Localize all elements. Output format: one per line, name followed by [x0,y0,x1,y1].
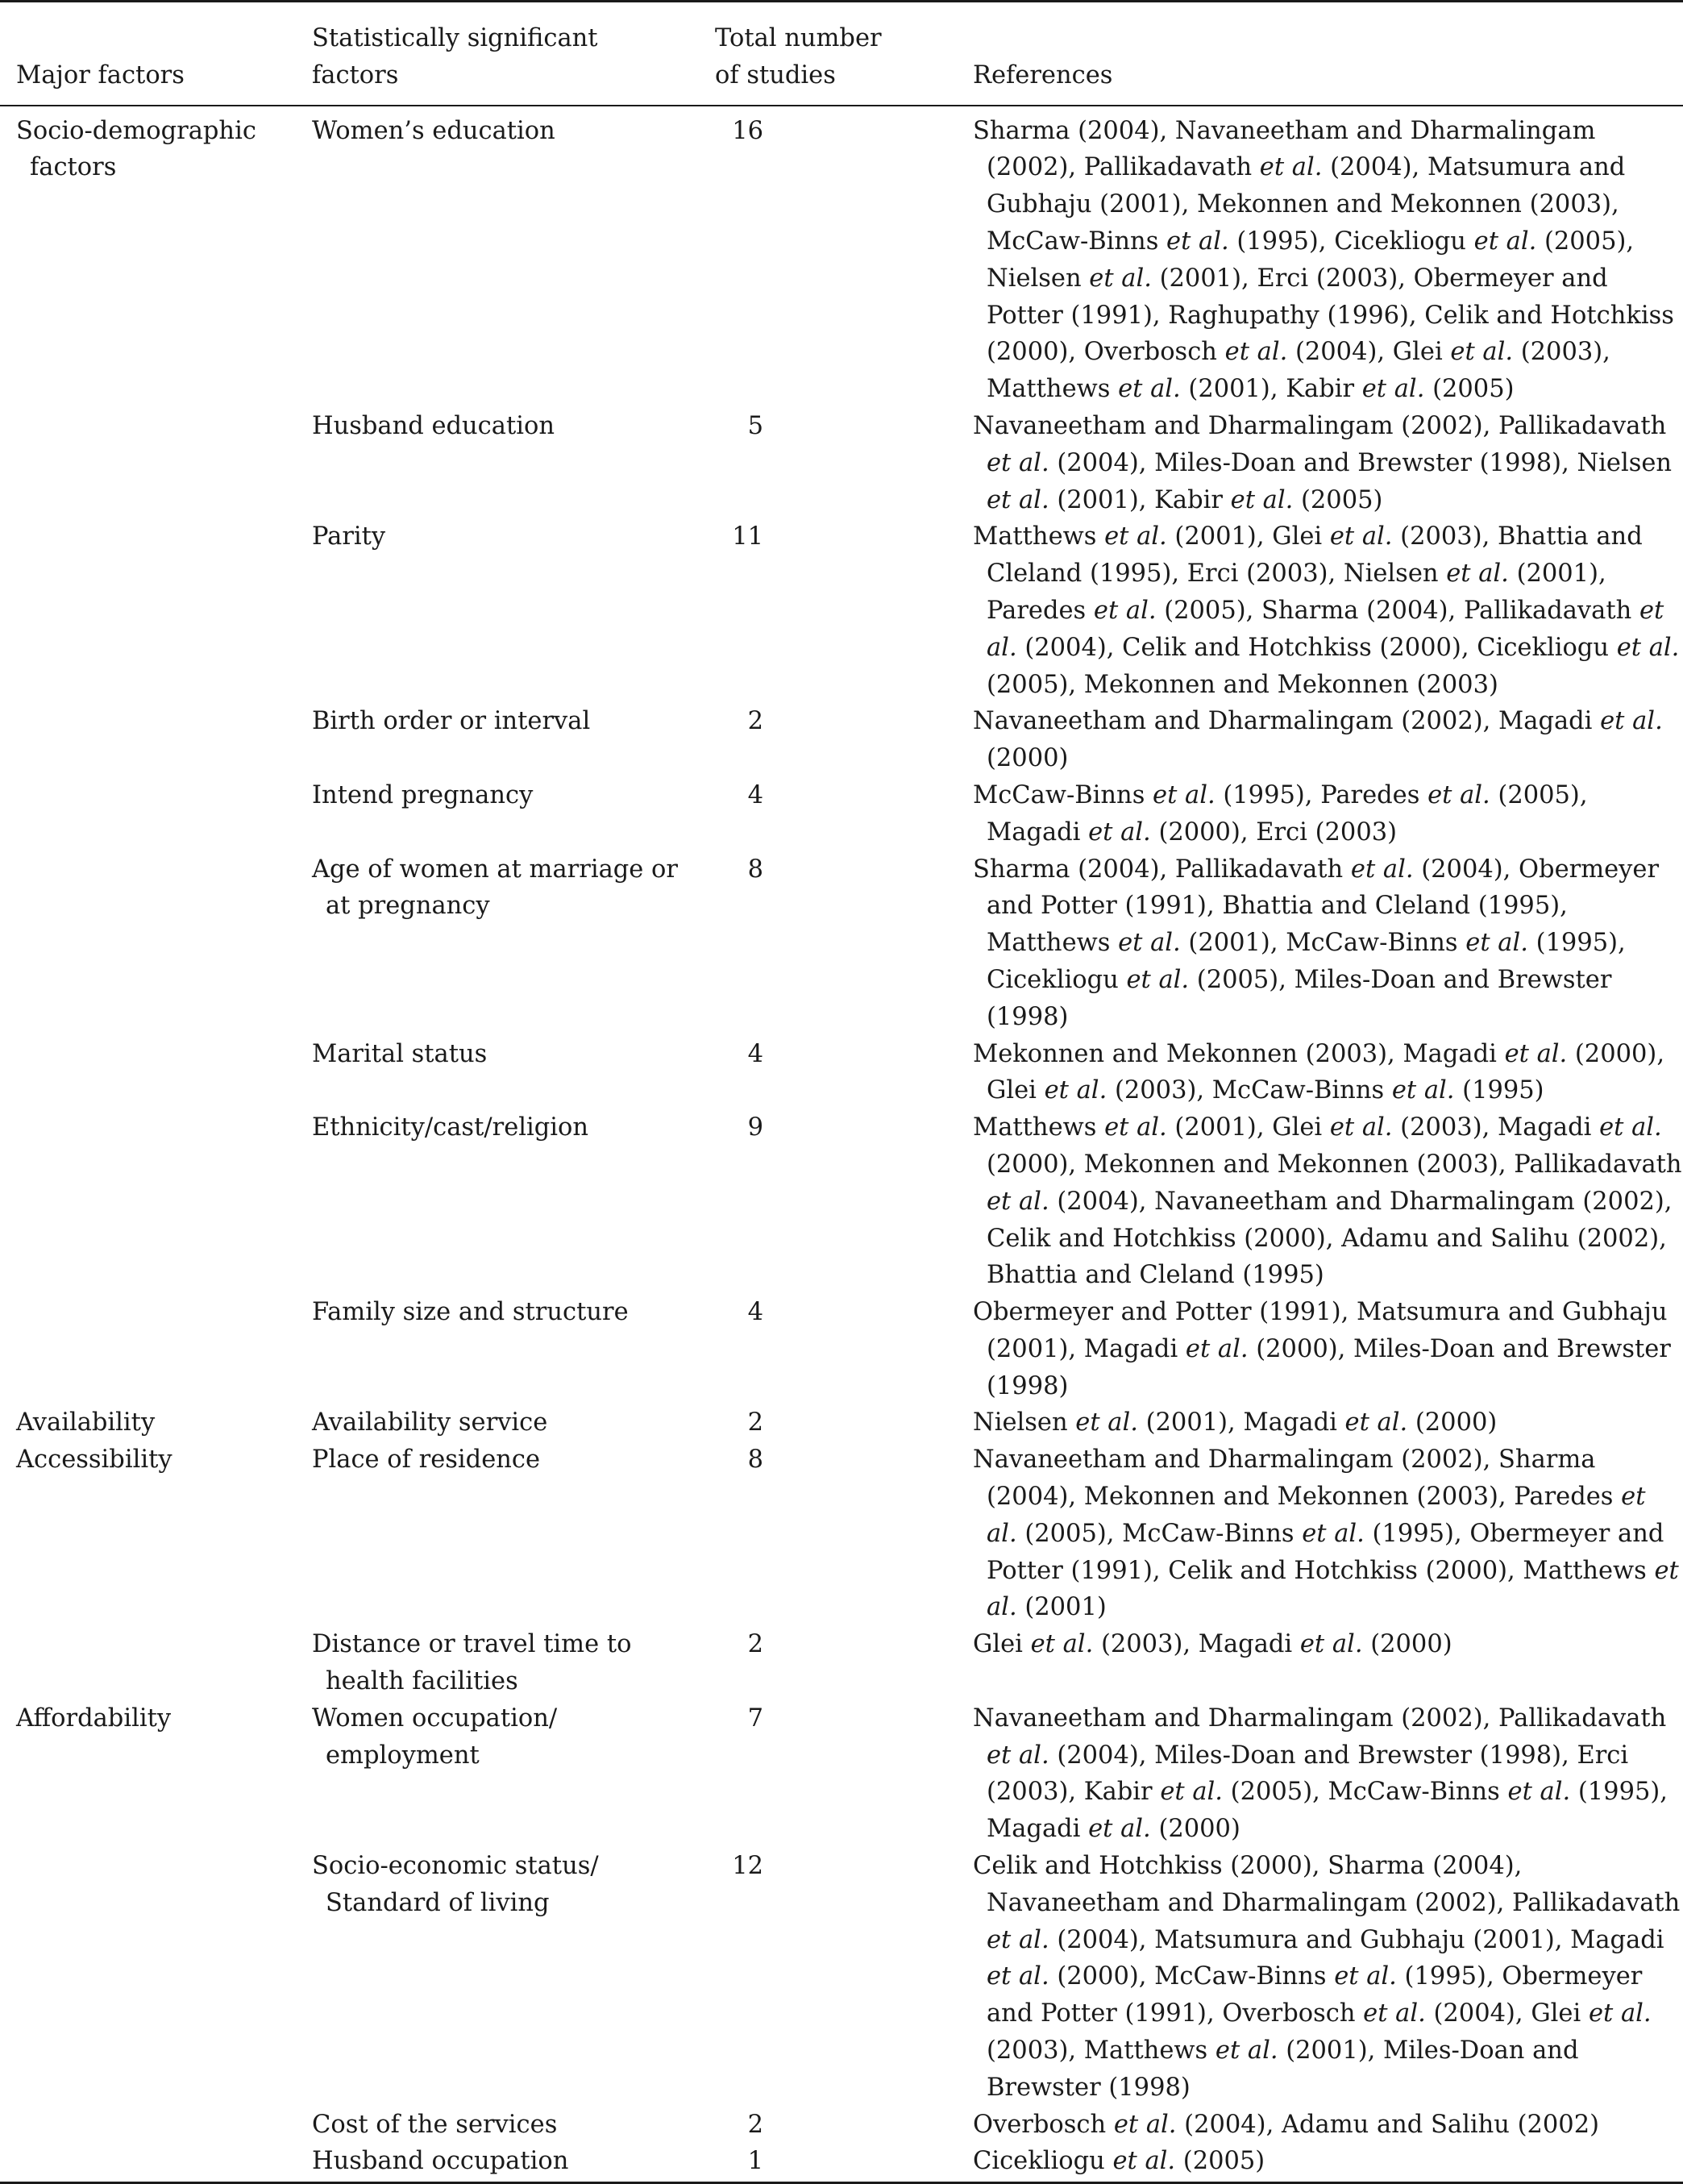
table-row [0,1848,1683,2107]
cell-major-factor [0,2143,312,2182]
table-row [0,408,1683,518]
cell-references: Navaneetham and Dharmalingam (2002), Pallikadavath et al. (2004), Miles-Doan and Brewster (1998), Erci (2003), Kabir et al. (2005), McCaw-Binns et al. (1995), Magadi et al. (2000) [973,1704,1668,1844]
cell-significant-factor: Age of women at marriage or at pregnancy [312,855,678,921]
cell-significant-factor: Women occupation/ employment [312,1704,558,1770]
header-total-studies: Total number of studies [715,2,973,106]
cell-total-studies: 4 [747,780,763,809]
cell-significant-factor: Birth order or interval [312,707,591,736]
table-row [0,2143,1683,2182]
table-row [0,518,1683,703]
table-row [0,1626,1683,1700]
cell-major-factor [0,777,312,851]
cell-references: Navaneetham and Dharmalingam (2002), Sharma (2004), Mekonnen and Mekonnen (2003), Paredes et al. (2005), McCaw-Binns et al. (1995), Obermeyer and Potter (1991), Celik and Hotchkiss (2000), Matthews et al. (2001) [973,1446,1679,1622]
cell-significant-factor: Parity [312,522,386,551]
cell-total-studies: 8 [747,1446,763,1475]
cell-references: Overbosch et al. (2004), Adamu and Salihu (2002) [973,2110,1600,2139]
cell-significant-factor: Family size and structure [312,1298,629,1327]
cell-total-studies: 2 [747,707,763,736]
cell-major-factor [0,703,312,777]
cell-major-factor [0,851,312,1036]
cell-significant-factor: Marital status [312,1039,488,1068]
cell-total-studies: 9 [747,1113,763,1142]
cell-major-factor: Accessibility [16,1446,172,1475]
cell-major-factor [0,408,312,518]
cell-major-factor [0,1626,312,1700]
cell-references: Sharma (2004), Pallikadavath et al. (2004), Obermeyer and Potter (1991), Bhattia and Cleland (1995), Matthews et al. (2001), McCaw-Binns et al. (1995), Cicekliogu et al. (2005), Miles-Doan and Brewster (1998) [973,855,1660,1031]
cell-references: Mekonnen and Mekonnen (2003), Magadi et al. (2000), Glei et al. (2003), McCaw-Binns et al. (1995) [973,1039,1665,1105]
cell-references: McCaw-Binns et al. (1995), Paredes et al. (2005), Magadi et al. (2000), Erci (2003) [973,780,1588,847]
cell-total-studies: 2 [747,1630,763,1659]
cell-total-studies: 7 [747,1704,763,1733]
header-references: References [973,2,1683,106]
table-row [0,1404,1683,1441]
cell-significant-factor: Husband education [312,411,555,440]
cell-significant-factor: Intend pregnancy [312,780,534,809]
table-row [0,1441,1683,1626]
cell-major-factor: Socio-demographic factors [16,116,256,182]
table-row [0,1036,1683,1110]
cell-total-studies: 5 [747,411,763,440]
cell-major-factor [0,1036,312,1110]
cell-significant-factor: Place of residence [312,1446,541,1475]
cell-total-studies: 12 [732,1852,763,1881]
cell-major-factor [0,1294,312,1404]
header-significant-factors: Statistically significant factors [312,2,715,106]
table-row [0,106,1683,408]
cell-references: Celik and Hotchkiss (2000), Sharma (2004), Navaneetham and Dharmalingam (2002), Pallikadavath et al. (2004), Matsumura and Gubhaju (2001), Magadi et al. (2000), McCaw-Binns et al. (1995), Obermeyer and Potter (1991), Overbosch et al. (2004), Glei et al. (2003), Matthews et al. (2001), Miles-Doan and Brewster (1998) [973,1852,1681,2102]
cell-references: Matthews et al. (2001), Glei et al. (2003), Magadi et al. (2000), Mekonnen and Mekonnen (2003), Pallikadavath et al. (2004), Navaneetham and Dharmalingam (2002), Celik and Hotchkiss (2000), Adamu and Salihu (2002), Bhattia and Cleland (1995) [973,1113,1682,1290]
cell-total-studies: 11 [732,522,763,551]
cell-significant-factor: Cost of the services [312,2110,558,2139]
table-row [0,1700,1683,1848]
cell-major-factor: Affordability [16,1704,172,1733]
cell-major-factor [0,1848,312,2107]
cell-references: Navaneetham and Dharmalingam (2002), Pallikadavath et al. (2004), Miles-Doan and Brewster (1998), Nielsen et al. (2001), Kabir et al. (2005) [973,411,1673,514]
header-row [0,2,1683,106]
cell-total-studies: 1 [715,2143,973,2182]
cell-total-studies: 2 [747,1408,763,1437]
table-body [0,106,1683,2183]
table-row [0,777,1683,851]
cell-references: Sharma (2004), Navaneetham and Dharmalingam (2002), Pallikadavath et al. (2004), Matsumura and Gubhaju (2001), Mekonnen and Mekonnen (2003), McCaw-Binns et al. (1995), Cicekliogu et al. (2005), Nielsen et al. (2001), Erci (2003), Obermeyer and Potter (1991), Raghupathy (1996), Celik and Hotchkiss (2000), Overbosch et al. (2004), Glei et al. (2003), Matthews et al. (2001), Kabir et al. (2005) [973,116,1674,404]
table-row [0,1294,1683,1404]
cell-total-studies: 16 [732,116,763,145]
cell-significant-factor: Availability service [312,1408,548,1437]
cell-references: Nielsen et al. (2001), Magadi et al. (2000) [973,1408,1498,1437]
table-row [0,851,1683,1036]
cell-significant-factor: Husband occupation [312,2143,715,2182]
cell-references: Obermeyer and Potter (1991), Matsumura and Gubhaju (2001), Magadi et al. (2000), Miles-Doan and Brewster (1998) [973,1298,1671,1400]
cell-references: Cicekliogu et al. (2005) [973,2143,1683,2182]
cell-references: Glei et al. (2003), Magadi et al. (2000) [973,1630,1452,1659]
cell-references: Navaneetham and Dharmalingam (2002), Magadi et al. (2000) [973,707,1663,773]
header-major-factors: Major factors [0,2,312,106]
cell-total-studies: 4 [747,1039,763,1068]
cell-significant-factor: Socio-economic status/ Standard of living [312,1852,599,1917]
cell-references: Matthews et al. (2001), Glei et al. (2003), Bhattia and Cleland (1995), Erci (2003), Nielsen et al. (2001), Paredes et al. (2005), Sharma (2004), Pallikadavath et al. (2004), Celik and Hotchkiss (2000), Cicekliogu et al. (2005), Mekonnen and Mekonnen (2003) [973,522,1680,699]
table-row [0,1109,1683,1294]
cell-total-studies: 8 [747,855,763,884]
cell-significant-factor: Ethnicity/cast/religion [312,1113,589,1142]
cell-major-factor: Availability [16,1408,156,1437]
table-row [0,703,1683,777]
cell-significant-factor: Women’s education [312,116,555,145]
cell-major-factor [0,518,312,703]
table-row [0,2107,1683,2144]
cell-major-factor [0,1109,312,1294]
cell-significant-factor: Distance or travel time to health facilities [312,1630,632,1696]
cell-major-factor [0,2107,312,2144]
cell-total-studies: 4 [747,1298,763,1327]
cell-total-studies: 2 [747,2110,763,2139]
